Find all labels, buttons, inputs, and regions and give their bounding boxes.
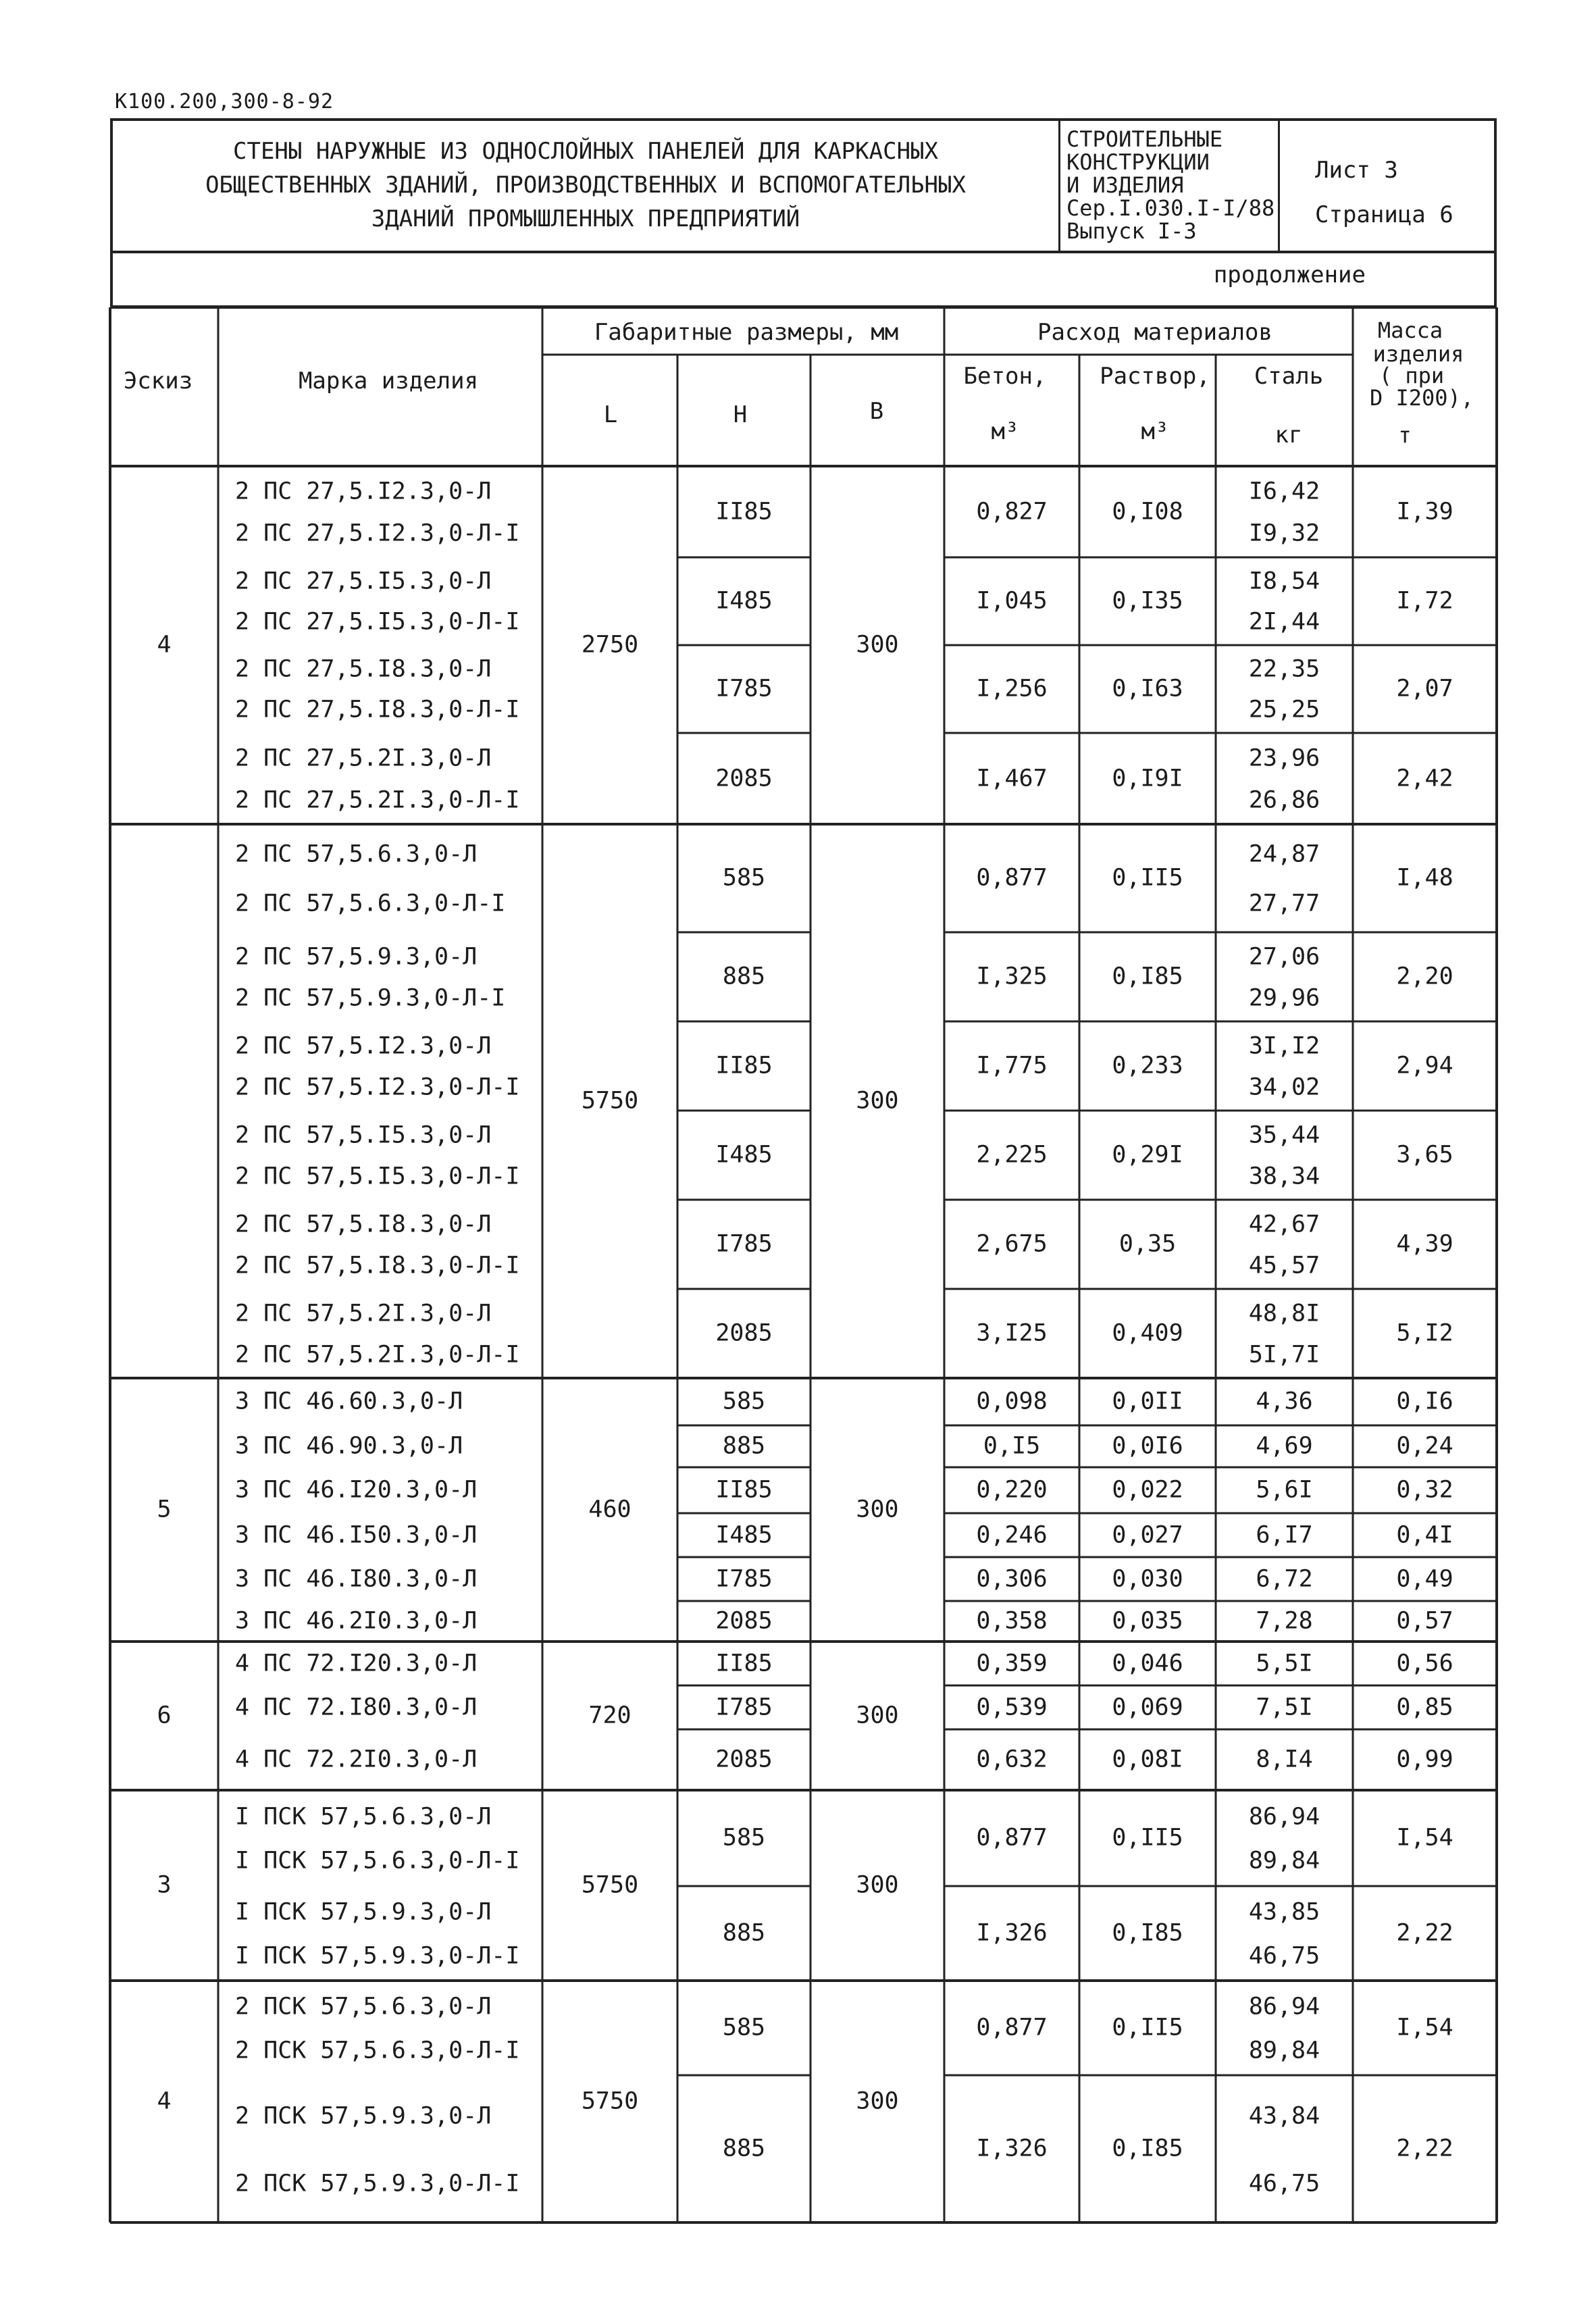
- product-mark: 2 ПС 57,5.I5.3,0-Л-I: [235, 1163, 520, 1190]
- height-cell: I485: [715, 1521, 773, 1548]
- steel-cell: I8,54: [1248, 567, 1320, 595]
- product-mark: 2 ПСК 57,5.9.3,0-Л-I: [235, 2170, 520, 2197]
- mortar-cell: 0,I63: [1112, 675, 1183, 703]
- steel-cell: 5,5I: [1256, 1650, 1313, 1677]
- product-mark: 2 ПС 57,5.9.3,0-Л: [235, 943, 478, 971]
- product-mark: 2 ПС 57,5.I5.3,0-Л: [235, 1121, 492, 1149]
- mass-cell: 2,94: [1396, 1052, 1453, 1079]
- mortar-cell: 0,II5: [1112, 1824, 1183, 1852]
- height-cell: 2085: [715, 1746, 773, 1773]
- col-header-mass: D I200),: [1369, 385, 1474, 411]
- product-mark: 4 ПС 72.I20.3,0-Л: [235, 1650, 478, 1677]
- height-cell: I785: [715, 675, 773, 703]
- steel-cell: 42,67: [1248, 1211, 1320, 1238]
- mortar-cell: 0,I35: [1112, 587, 1183, 615]
- col-header-mark: Марка изделия: [298, 367, 479, 395]
- mortar-cell: 0,I08: [1112, 498, 1183, 525]
- col-header-mass: т: [1398, 422, 1412, 449]
- series-line: Сер.I.030.I-I/88: [1066, 195, 1275, 221]
- col-header-mass: изделия: [1372, 341, 1464, 367]
- mass-cell: 5,I2: [1396, 1319, 1453, 1347]
- col-header-H: H: [733, 401, 748, 429]
- sketch-cell: 3: [157, 1871, 172, 1899]
- col-header-concrete: Бетон,: [963, 363, 1047, 390]
- mortar-cell: 0,I9I: [1112, 765, 1183, 792]
- mortar-cell: 0,I85: [1112, 2135, 1183, 2162]
- steel-cell: 34,02: [1248, 1073, 1320, 1101]
- steel-cell: 22,35: [1248, 655, 1320, 683]
- product-mark: I ПСК 57,5.9.3,0-Л: [235, 1898, 492, 1926]
- product-mark: 2 ПСК 57,5.9.3,0-Л: [235, 2102, 492, 2130]
- mass-cell: 0,I6: [1396, 1388, 1453, 1415]
- col-header-dims: Габаритные размеры, мм: [594, 319, 899, 347]
- height-cell: II85: [715, 1650, 773, 1677]
- steel-cell: I9,32: [1248, 519, 1320, 547]
- product-mark: 2 ПСК 57,5.6.3,0-Л: [235, 1993, 492, 2020]
- sketch-cell: 4: [157, 2087, 172, 2115]
- product-mark: 2 ПС 27,5.I5.3,0-Л: [235, 567, 492, 595]
- mortar-cell: 0,069: [1112, 1694, 1183, 1721]
- product-mark: 2 ПС 57,5.I2.3,0-Л: [235, 1032, 492, 1060]
- mass-cell: I,39: [1396, 498, 1453, 525]
- mass-cell: I,54: [1396, 2014, 1453, 2041]
- steel-cell: 43,84: [1248, 2102, 1320, 2130]
- product-mark: 3 ПС 46.2I0.3,0-Л: [235, 1607, 478, 1635]
- length-cell: 5750: [581, 1087, 639, 1115]
- concrete-cell: I,045: [976, 587, 1048, 615]
- product-mark: 2 ПС 27,5.I5.3,0-Л-I: [235, 608, 520, 636]
- concrete-cell: 0,358: [976, 1607, 1048, 1635]
- product-mark: 2 ПС 27,5.2I.3,0-Л-I: [235, 786, 520, 814]
- mortar-cell: 0,II5: [1112, 864, 1183, 892]
- concrete-cell: 0,246: [976, 1521, 1048, 1548]
- height-cell: 585: [722, 2014, 766, 2041]
- product-mark: 2 ПС 27,5.I8.3,0-Л-I: [235, 696, 520, 723]
- col-header-mass: ( при: [1379, 363, 1445, 389]
- steel-cell: 46,75: [1248, 1942, 1320, 1970]
- mass-cell: 0,99: [1396, 1746, 1453, 1773]
- col-header-materials: Расход материалов: [1037, 319, 1272, 347]
- product-mark: 2 ПС 57,5.I2.3,0-Л-I: [235, 1073, 520, 1101]
- height-cell: 585: [722, 864, 766, 892]
- steel-cell: 86,94: [1248, 1803, 1320, 1831]
- product-mark: 2 ПС 57,5.2I.3,0-Л: [235, 1300, 492, 1327]
- product-mark: 2 ПС 27,5.I2.3,0-Л-I: [235, 519, 520, 547]
- col-header-B: B: [869, 398, 884, 426]
- length-cell: 2750: [581, 631, 639, 659]
- product-mark: I ПСК 57,5.6.3,0-Л-I: [235, 1847, 520, 1875]
- steel-cell: 27,77: [1248, 890, 1320, 917]
- series-line: СТРОИТЕЛЬНЫЕ: [1066, 126, 1223, 152]
- height-cell: I785: [715, 1230, 773, 1258]
- concrete-cell: 3,I25: [976, 1319, 1048, 1347]
- mass-cell: 4,39: [1396, 1230, 1453, 1258]
- mass-cell: 2,22: [1396, 2135, 1453, 2162]
- height-cell: 585: [722, 1824, 766, 1852]
- mass-cell: 2,42: [1396, 765, 1453, 792]
- steel-cell: 7,5I: [1256, 1694, 1313, 1721]
- col-header-L: L: [603, 401, 618, 429]
- height-cell: I785: [715, 1694, 773, 1721]
- length-cell: 5750: [581, 1871, 639, 1899]
- page-number: Страница 6: [1315, 201, 1453, 228]
- steel-cell: 23,96: [1248, 744, 1320, 772]
- series-line: И ИЗДЕЛИЯ: [1066, 172, 1184, 198]
- steel-cell: 5,6I: [1256, 1476, 1313, 1504]
- height-cell: 2085: [715, 1607, 773, 1635]
- product-mark: 3 ПС 46.I50.3,0-Л: [235, 1521, 478, 1548]
- product-mark: 2 ПС 57,5.9.3,0-Л-I: [235, 984, 506, 1012]
- product-mark: 4 ПС 72.I80.3,0-Л: [235, 1694, 478, 1721]
- height-cell: 885: [722, 1919, 766, 1947]
- height-cell: II85: [715, 498, 773, 525]
- mass-cell: 0,57: [1396, 1607, 1453, 1635]
- steel-cell: 45,57: [1248, 1252, 1320, 1279]
- mortar-cell: 0,I85: [1112, 1919, 1183, 1947]
- steel-cell: 89,84: [1248, 2037, 1320, 2064]
- concrete-cell: 2,675: [976, 1230, 1048, 1258]
- concrete-cell: 0,877: [976, 2014, 1048, 2041]
- steel-cell: 6,I7: [1256, 1521, 1313, 1548]
- concrete-cell: 0,098: [976, 1388, 1048, 1415]
- concrete-cell: 2,225: [976, 1141, 1048, 1169]
- steel-cell: 24,87: [1248, 840, 1320, 868]
- product-mark: 2 ПС 57,5.I8.3,0-Л: [235, 1211, 492, 1238]
- col-header-sketch: Эскиз: [123, 367, 193, 395]
- product-mark: 2 ПС 57,5.6.3,0-Л: [235, 840, 478, 868]
- steel-cell: 43,85: [1248, 1898, 1320, 1926]
- thickness-cell: 300: [856, 631, 899, 659]
- mass-cell: 2,20: [1396, 963, 1453, 990]
- mass-cell: 3,65: [1396, 1141, 1453, 1169]
- mortar-cell: 0,29I: [1112, 1141, 1183, 1169]
- steel-cell: 3I,I2: [1248, 1032, 1320, 1060]
- mortar-cell: 0,I85: [1112, 963, 1183, 990]
- steel-cell: 26,86: [1248, 786, 1320, 814]
- mortar-cell: 0,233: [1112, 1052, 1183, 1079]
- thickness-cell: 300: [856, 1871, 899, 1899]
- product-mark: I ПСК 57,5.9.3,0-Л-I: [235, 1942, 520, 1970]
- steel-cell: 86,94: [1248, 1993, 1320, 2020]
- concrete-cell: I,325: [976, 963, 1048, 990]
- concrete-cell: 0,I5: [983, 1432, 1041, 1460]
- steel-cell: 35,44: [1248, 1121, 1320, 1149]
- length-cell: 720: [588, 1702, 632, 1729]
- col-header-steel: Сталь: [1254, 363, 1324, 390]
- height-cell: II85: [715, 1052, 773, 1079]
- product-mark: 2 ПСК 57,5.6.3,0-Л-I: [235, 2037, 520, 2064]
- concrete-cell: I,256: [976, 675, 1048, 703]
- concrete-cell: 0,877: [976, 1824, 1048, 1852]
- mortar-cell: 0,35: [1118, 1230, 1177, 1258]
- mass-cell: 0,56: [1396, 1650, 1453, 1677]
- product-mark: 2 ПС 27,5.I2.3,0-Л: [235, 478, 492, 505]
- col-header-mortar: Раствор,: [1100, 363, 1210, 390]
- product-mark: 3 ПС 46.I80.3,0-Л: [235, 1565, 478, 1592]
- document-code: К100.200,300-8-92: [115, 90, 334, 113]
- product-mark: 2 ПС 57,5.6.3,0-Л-I: [235, 890, 506, 917]
- product-mark: 4 ПС 72.2I0.3,0-Л: [235, 1746, 478, 1773]
- mass-cell: I,72: [1396, 587, 1453, 615]
- mass-cell: 0,4I: [1396, 1521, 1453, 1548]
- title-line: СТЕНЫ НАРУЖНЫЕ ИЗ ОДНОСЛОЙНЫХ ПАНЕЛЕЙ ДЛЯ КАРКАСНЫХ: [233, 138, 938, 165]
- steel-cell: 8,I4: [1256, 1746, 1313, 1773]
- mass-cell: 2,22: [1396, 1919, 1453, 1947]
- sheet-number: Лист 3: [1315, 157, 1398, 184]
- height-cell: 585: [722, 1388, 766, 1415]
- height-cell: 885: [722, 1432, 766, 1460]
- height-cell: 885: [722, 963, 766, 990]
- mass-cell: 0,24: [1396, 1432, 1453, 1460]
- mortar-cell: 0,022: [1112, 1476, 1183, 1504]
- mortar-cell: 0,046: [1112, 1650, 1183, 1677]
- mortar-cell: 0,035: [1112, 1607, 1183, 1635]
- height-cell: 2085: [715, 1319, 773, 1347]
- thickness-cell: 300: [856, 1702, 899, 1729]
- mortar-cell: 0,0II: [1112, 1388, 1183, 1415]
- steel-cell: 46,75: [1248, 2170, 1320, 2197]
- height-cell: I485: [715, 587, 773, 615]
- length-cell: 460: [588, 1496, 632, 1523]
- steel-cell: 38,34: [1248, 1163, 1320, 1190]
- sketch-cell: 6: [157, 1702, 172, 1729]
- concrete-cell: 0,359: [976, 1650, 1048, 1677]
- product-mark: 3 ПС 46.I20.3,0-Л: [235, 1476, 478, 1504]
- height-cell: 2085: [715, 765, 773, 792]
- title-line: ЗДАНИЙ ПРОМЫШЛЕННЫХ ПРЕДПРИЯТИЙ: [371, 205, 800, 232]
- steel-cell: 89,84: [1248, 1847, 1320, 1875]
- mass-cell: I,54: [1396, 1824, 1453, 1852]
- steel-cell: 5I,7I: [1248, 1341, 1320, 1369]
- series-line: Выпуск I-3: [1066, 218, 1197, 244]
- series-line: КОНСТРУКЦИИ: [1066, 149, 1210, 175]
- concrete-cell: I,326: [976, 1919, 1048, 1947]
- mass-cell: I,48: [1396, 864, 1453, 892]
- height-cell: I485: [715, 1141, 773, 1169]
- steel-cell: 4,36: [1256, 1388, 1313, 1415]
- height-cell: I785: [715, 1565, 773, 1592]
- mortar-cell: 0,II5: [1112, 2014, 1183, 2041]
- mass-cell: 0,49: [1396, 1565, 1453, 1592]
- concrete-cell: 0,632: [976, 1746, 1048, 1773]
- concrete-cell: I,775: [976, 1052, 1048, 1079]
- product-mark: 3 ПС 46.60.3,0-Л: [235, 1388, 463, 1415]
- mortar-cell: 0,027: [1112, 1521, 1183, 1548]
- mortar-cell: 0,0I6: [1112, 1432, 1183, 1460]
- concrete-cell: 0,306: [976, 1565, 1048, 1592]
- concrete-cell: I,326: [976, 2135, 1048, 2162]
- steel-cell: 25,25: [1248, 696, 1320, 723]
- concrete-cell: I,467: [976, 765, 1048, 792]
- concrete-cell: 0,827: [976, 498, 1048, 525]
- product-mark: 3 ПС 46.90.3,0-Л: [235, 1432, 463, 1460]
- col-header-mortar-unit: м³: [1141, 418, 1169, 446]
- col-header-concrete-unit: м³: [991, 418, 1019, 446]
- concrete-cell: 0,220: [976, 1476, 1048, 1504]
- mortar-cell: 0,030: [1112, 1565, 1183, 1592]
- steel-cell: 4,69: [1256, 1432, 1313, 1460]
- mortar-cell: 0,409: [1112, 1319, 1183, 1347]
- steel-cell: 7,28: [1256, 1607, 1313, 1635]
- steel-cell: I6,42: [1248, 478, 1320, 505]
- steel-cell: 2I,44: [1248, 608, 1320, 636]
- title-line: ОБЩЕСТВЕННЫХ ЗДАНИЙ, ПРОИЗВОДСТВЕННЫХ И ВСПОМОГАТЕЛЬНЫХ: [205, 172, 966, 199]
- continuation-label: продолжение: [1213, 261, 1366, 288]
- length-cell: 5750: [581, 2087, 639, 2115]
- height-cell: II85: [715, 1476, 773, 1504]
- sketch-cell: 5: [157, 1496, 172, 1523]
- product-mark: 2 ПС 57,5.I8.3,0-Л-I: [235, 1252, 520, 1279]
- thickness-cell: 300: [856, 1087, 899, 1115]
- mortar-cell: 0,08I: [1112, 1746, 1183, 1773]
- product-mark: 2 ПС 27,5.I8.3,0-Л: [235, 655, 492, 683]
- product-mark: 2 ПС 27,5.2I.3,0-Л: [235, 744, 492, 772]
- steel-cell: 29,96: [1248, 984, 1320, 1012]
- steel-cell: 48,8I: [1248, 1300, 1320, 1327]
- steel-cell: 27,06: [1248, 943, 1320, 971]
- col-header-steel-unit: кг: [1275, 422, 1303, 449]
- mass-cell: 0,85: [1396, 1694, 1453, 1721]
- sketch-cell: 4: [157, 631, 172, 659]
- product-mark: 2 ПС 57,5.2I.3,0-Л-I: [235, 1341, 520, 1369]
- mass-cell: 0,32: [1396, 1476, 1453, 1504]
- steel-cell: 6,72: [1256, 1565, 1313, 1592]
- product-mark: I ПСК 57,5.6.3,0-Л: [235, 1803, 492, 1831]
- thickness-cell: 300: [856, 1496, 899, 1523]
- thickness-cell: 300: [856, 2087, 899, 2115]
- height-cell: 885: [722, 2135, 766, 2162]
- mass-cell: 2,07: [1396, 675, 1453, 703]
- concrete-cell: 0,539: [976, 1694, 1048, 1721]
- concrete-cell: 0,877: [976, 864, 1048, 892]
- col-header-mass: Масса: [1377, 317, 1443, 344]
